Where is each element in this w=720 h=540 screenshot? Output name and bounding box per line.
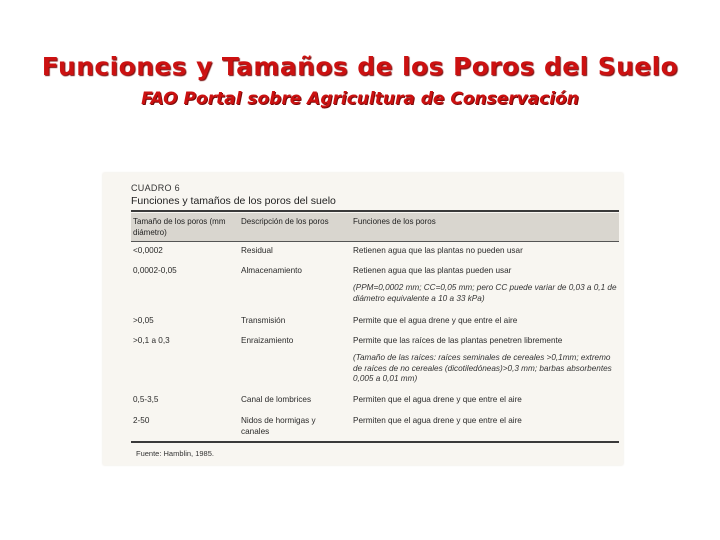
row-transmission-description: Transmisión xyxy=(241,316,286,325)
row-storage-size: 0,0002-0,05 xyxy=(133,266,177,275)
header-pore-size: Tamaño de los poros (mm diámetro) xyxy=(133,217,226,237)
row-rooting-size: >0,1 a 0,3 xyxy=(133,336,170,345)
header-pore-description: Descripción de los poros xyxy=(241,217,329,226)
row-transmission-function: Permite que el agua drene y que entre el aire xyxy=(353,316,518,325)
row-rooting-note: (Tamaño de las raíces: raíces seminales de cereales >0,1mm; extremo de raíces de no cereales (dicotiledóneas)>0,3 mm; barbas absorbentes 0,005 a 0,01 mm) xyxy=(353,353,612,383)
row-earthworm-function: Permiten que el agua drene y que entre el aire xyxy=(353,395,522,404)
row-transmission-size: >0,05 xyxy=(133,316,154,325)
slide-subtitle: FAO Portal sobre Agricultura de Conservación xyxy=(141,89,579,109)
row-residual-size: <0,0002 xyxy=(133,246,163,255)
row-ant-nest-description: Nidos de hormigas y canales xyxy=(241,416,316,436)
slide-title: Funciones y Tamaños de los Poros del Suelo xyxy=(41,52,679,81)
row-earthworm-description: Canal de lombrices xyxy=(241,395,312,404)
table-bottom-rule xyxy=(131,441,619,443)
row-storage-description: Almacenamiento xyxy=(241,266,302,275)
row-earthworm-size: 0,5-3,5 xyxy=(133,395,159,404)
table-source: Fuente: Hamblin, 1985. xyxy=(136,449,214,458)
row-residual-description: Residual xyxy=(241,246,273,255)
soil-pore-table xyxy=(103,173,623,465)
table-caption: Funciones y tamaños de los poros del suelo xyxy=(131,195,336,207)
row-ant-nest-size: 2-50 xyxy=(133,416,150,425)
row-rooting-function: Permite que las raíces de las plantas penetren libremente xyxy=(353,336,563,345)
table-header-rule xyxy=(131,241,619,242)
row-residual-function: Retienen agua que las plantas no pueden usar xyxy=(353,246,523,255)
header-pore-function: Funciones de los poros xyxy=(353,217,436,226)
row-storage-function: Retienen agua que las plantas pueden usar xyxy=(353,266,512,275)
row-ant-nest-function: Permiten que el agua drene y que entre el aire xyxy=(353,416,522,425)
row-rooting-description: Enraizamiento xyxy=(241,336,294,345)
table-top-rule xyxy=(131,210,619,212)
table-label: CUADRO 6 xyxy=(131,183,180,193)
row-storage-note: (PPM=0,0002 mm; CC=0,05 mm; pero CC puede variar de 0,03 a 0,1 de diámetro equivalente a 10 a 33 kPa) xyxy=(353,283,617,303)
